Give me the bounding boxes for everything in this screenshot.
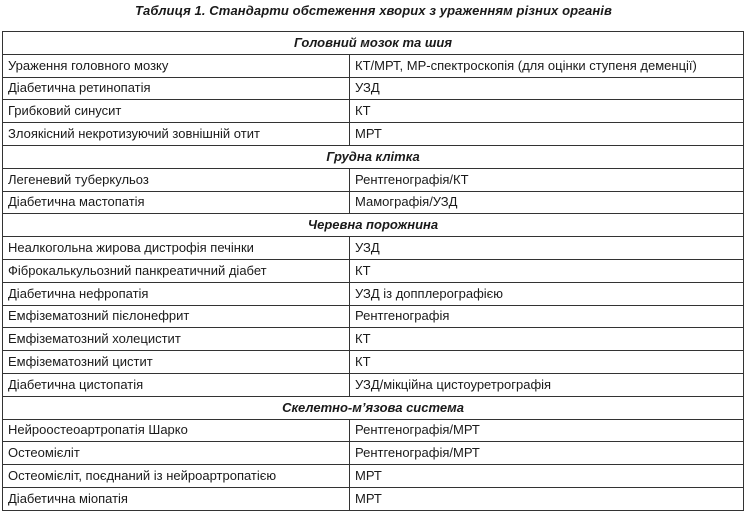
section-header-row <box>3 396 744 419</box>
method-cell: КТ <box>350 328 744 351</box>
condition-cell: Емфізематозний холецистит <box>3 328 350 351</box>
condition-cell: Діабетична міопатія <box>3 487 350 510</box>
standards-table <box>2 31 744 511</box>
condition-cell: Діабетична цистопатія <box>3 373 350 396</box>
table-row <box>3 123 744 146</box>
condition-cell: Грибковий синусит <box>3 100 350 123</box>
table-row <box>3 77 744 100</box>
method-cell: УЗД <box>350 237 744 260</box>
method-cell: МРТ <box>350 123 744 146</box>
condition-cell: Нейроостеоартропатія Шарко <box>3 419 350 442</box>
condition-cell: Легеневий туберкульоз <box>3 168 350 191</box>
method-cell: МРТ <box>350 487 744 510</box>
condition-cell: Злоякісний некротизуючий зовнішній отит <box>3 123 350 146</box>
method-cell: КТ <box>350 100 744 123</box>
condition-cell: Діабетична нефропатія <box>3 282 350 305</box>
table-row <box>3 487 744 510</box>
section-title-chest: Грудна клітка <box>3 145 744 168</box>
table-row <box>3 282 744 305</box>
table-row <box>3 328 744 351</box>
section-header-row <box>3 32 744 55</box>
table-caption: Таблиця 1. Стандарти обстеження хворих з ураженням різних органів <box>135 3 612 18</box>
condition-cell: Остеомієліт <box>3 442 350 465</box>
condition-cell: Діабетична мастопатія <box>3 191 350 214</box>
table-row <box>3 465 744 488</box>
condition-cell: Діабетична ретинопатія <box>3 77 350 100</box>
method-cell: УЗД <box>350 77 744 100</box>
table-row <box>3 168 744 191</box>
method-cell: КТ/МРТ, МР-спектроскопія (для оцінки ступеня деменції) <box>350 54 744 77</box>
method-cell: Мамографія/УЗД <box>350 191 744 214</box>
table-row <box>3 259 744 282</box>
method-cell: Рентгенографія/МРТ <box>350 419 744 442</box>
method-cell: УЗД із допплерографією <box>350 282 744 305</box>
section-title-abdomen: Черевна порожнина <box>3 214 744 237</box>
method-cell: Рентгенографія/МРТ <box>350 442 744 465</box>
table-row <box>3 419 744 442</box>
table-row <box>3 191 744 214</box>
table-row <box>3 305 744 328</box>
condition-cell: Ураження головного мозку <box>3 54 350 77</box>
table-row <box>3 54 744 77</box>
table-row <box>3 351 744 374</box>
section-title-head-neck: Головний мозок та шия <box>3 32 744 55</box>
condition-cell: Емфізематозний цистит <box>3 351 350 374</box>
method-cell: Рентгенографія <box>350 305 744 328</box>
method-cell: МРТ <box>350 465 744 488</box>
condition-cell: Емфізематозний пієлонефрит <box>3 305 350 328</box>
table-row <box>3 100 744 123</box>
section-header-row <box>3 145 744 168</box>
section-title-musculoskeletal: Скелетно-м’язова система <box>3 396 744 419</box>
table-row <box>3 442 744 465</box>
table-row <box>3 373 744 396</box>
condition-cell: Остеомієліт, поєднаний із нейроартропатією <box>3 465 350 488</box>
table-row <box>3 237 744 260</box>
method-cell: КТ <box>350 259 744 282</box>
method-cell: Рентгенографія/КТ <box>350 168 744 191</box>
condition-cell: Фіброкалькульозний панкреатичний діабет <box>3 259 350 282</box>
condition-cell: Неалкогольна жирова дистрофія печінки <box>3 237 350 260</box>
method-cell: КТ <box>350 351 744 374</box>
method-cell: УЗД/мікційна цистоуретрографія <box>350 373 744 396</box>
section-header-row <box>3 214 744 237</box>
